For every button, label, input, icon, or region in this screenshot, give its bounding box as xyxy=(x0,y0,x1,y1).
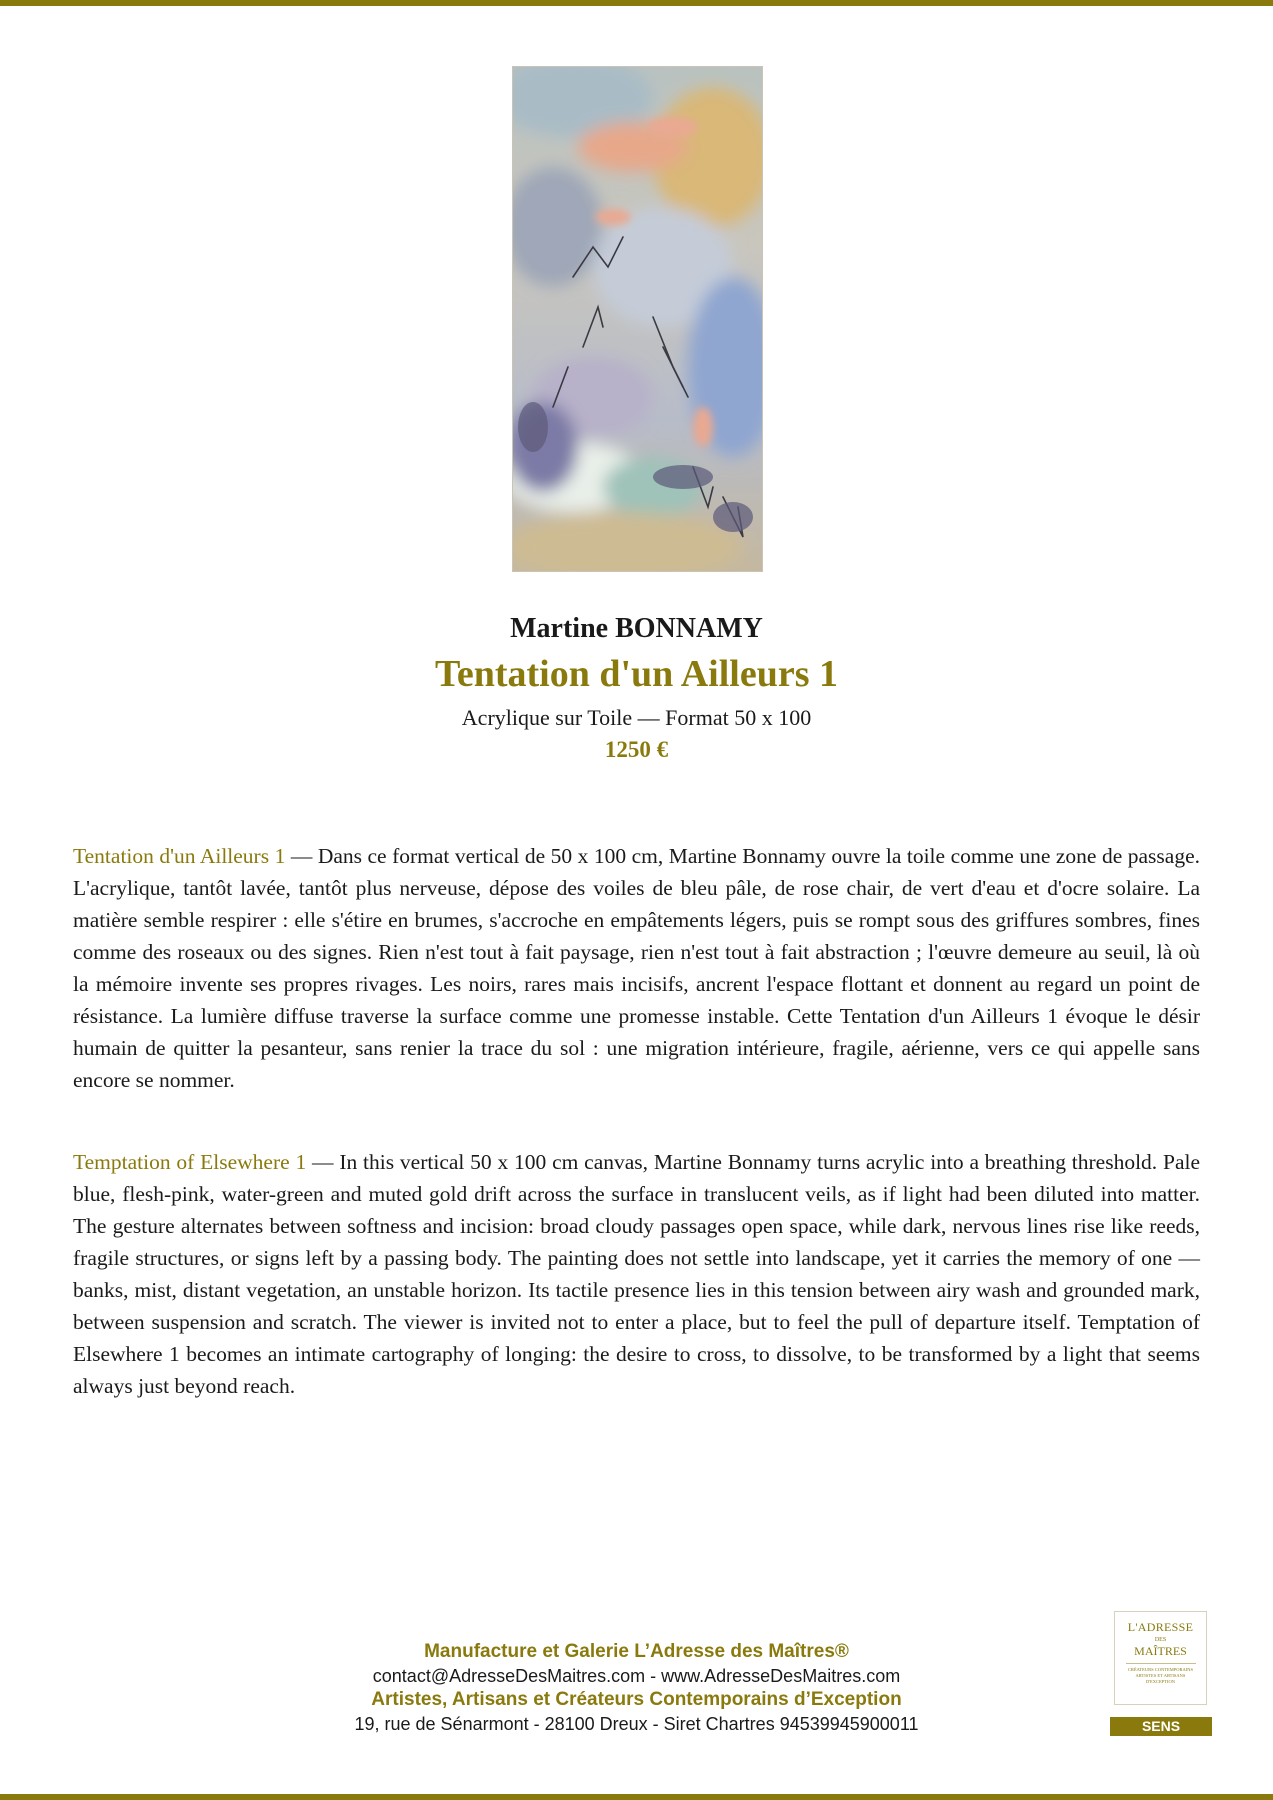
description-english xyxy=(73,1146,1200,1402)
artwork-image xyxy=(512,66,763,572)
footer-gallery-name: Manufacture et Galerie L’Adresse des Maîtres® xyxy=(424,1641,849,1662)
artwork-medium: Acrylique sur Toile — Format 50 x 100 xyxy=(461,705,812,730)
artwork-price: 1250 € xyxy=(604,737,669,762)
logo-line-1: L'ADRESSE xyxy=(1127,1620,1194,1634)
footer-contact[interactable]: contact@AdresseDesMaitres.com - www.AdresseDesMaitres.com xyxy=(372,1666,901,1686)
top-accent-bar xyxy=(0,0,1273,6)
logo-divider xyxy=(1126,1663,1196,1664)
description-french-body: — Dans ce format vertical de 50 x 100 cm, Martine Bonnamy ouvre la toile comme une zone de passage. L'acrylique, tantôt lavée, tantôt plus nerveuse, dépose des voiles de bleu pâle, de rose chair, de vert d'eau et d'ocre solaire. La matière semble respirer : elle s'étire en brumes, s'accroche en empâtements légers, puis se rompt sous des griffures sombres, fines comme des roseaux ou des signes. Rien n'est tout à fait paysage, rien n'est tout à fait abstraction ; l'œuvre demeure au seuil, là où la mémoire invente ses propres rivages. Les noirs, rares mais incisifs, ancrent l'espace flottant et donnent au regard un point de résistance. La lumière diffuse traverse la surface comme une promesse instable. Cette Tentation d'un Ailleurs 1 évoque le désir humain de quitter la pesanteur, sans renier la trace du sol : une migration intérieure, fragile, aérienne, vers ce qui appelle sans encore se nommer. xyxy=(73,844,1200,1092)
artwork-title: Tentation d'un Ailleurs 1 xyxy=(435,653,838,695)
footer-tagline: Artistes, Artisans et Créateurs Contemporains d’Exception xyxy=(371,1689,902,1710)
description-french-lead: Tentation d'un Ailleurs 1 xyxy=(73,844,286,868)
gallery-logo xyxy=(1114,1611,1207,1705)
logo-line-4: CRÉATEURS CONTEMPORAINS ARTISTES ET ARTISANS D'EXCEPTION xyxy=(1127,1667,1194,1684)
logo-line-2: DES xyxy=(1154,1637,1167,1643)
sens-badge: SENS xyxy=(1110,1717,1212,1736)
painting-illustration xyxy=(513,67,762,571)
footer xyxy=(272,1640,1001,1736)
description-english-lead: Temptation of Elsewhere 1 xyxy=(73,1150,307,1174)
description-english-body: — In this vertical 50 x 100 cm canvas, Martine Bonnamy turns acrylic into a breathing threshold. Pale blue, flesh-pink, water-green and muted gold drift across the surface in translucent veils, as if light had been diluted into matter. The gesture alternates between softness and incision: broad cloudy passages open space, while dark, nervous lines rise like reeds, fragile structures, or signs left by a passing body. The painting does not settle into landscape, yet it carries the memory of one — banks, mist, distant vegetation, an unstable horizon. Its tactile presence lies in this tension between airy wash and grounded mark, between suspension and scratch. The viewer is invited not to enter a place, but to feel the pull of departure itself. Temptation of Elsewhere 1 becomes an intimate cartography of longing: the desire to cross, to dissolve, to be transformed by a light that seems always just beyond reach. xyxy=(73,1150,1201,1398)
logo-line-3: MAÎTRES xyxy=(1134,1644,1187,1658)
description-french xyxy=(73,840,1200,1096)
footer-address: 19, rue de Sénarmont - 28100 Dreux - Siret Chartres 94539945900011 xyxy=(354,1714,919,1734)
artist-name: Martine BONNAMY xyxy=(510,613,763,644)
bottom-accent-bar xyxy=(0,1794,1273,1800)
